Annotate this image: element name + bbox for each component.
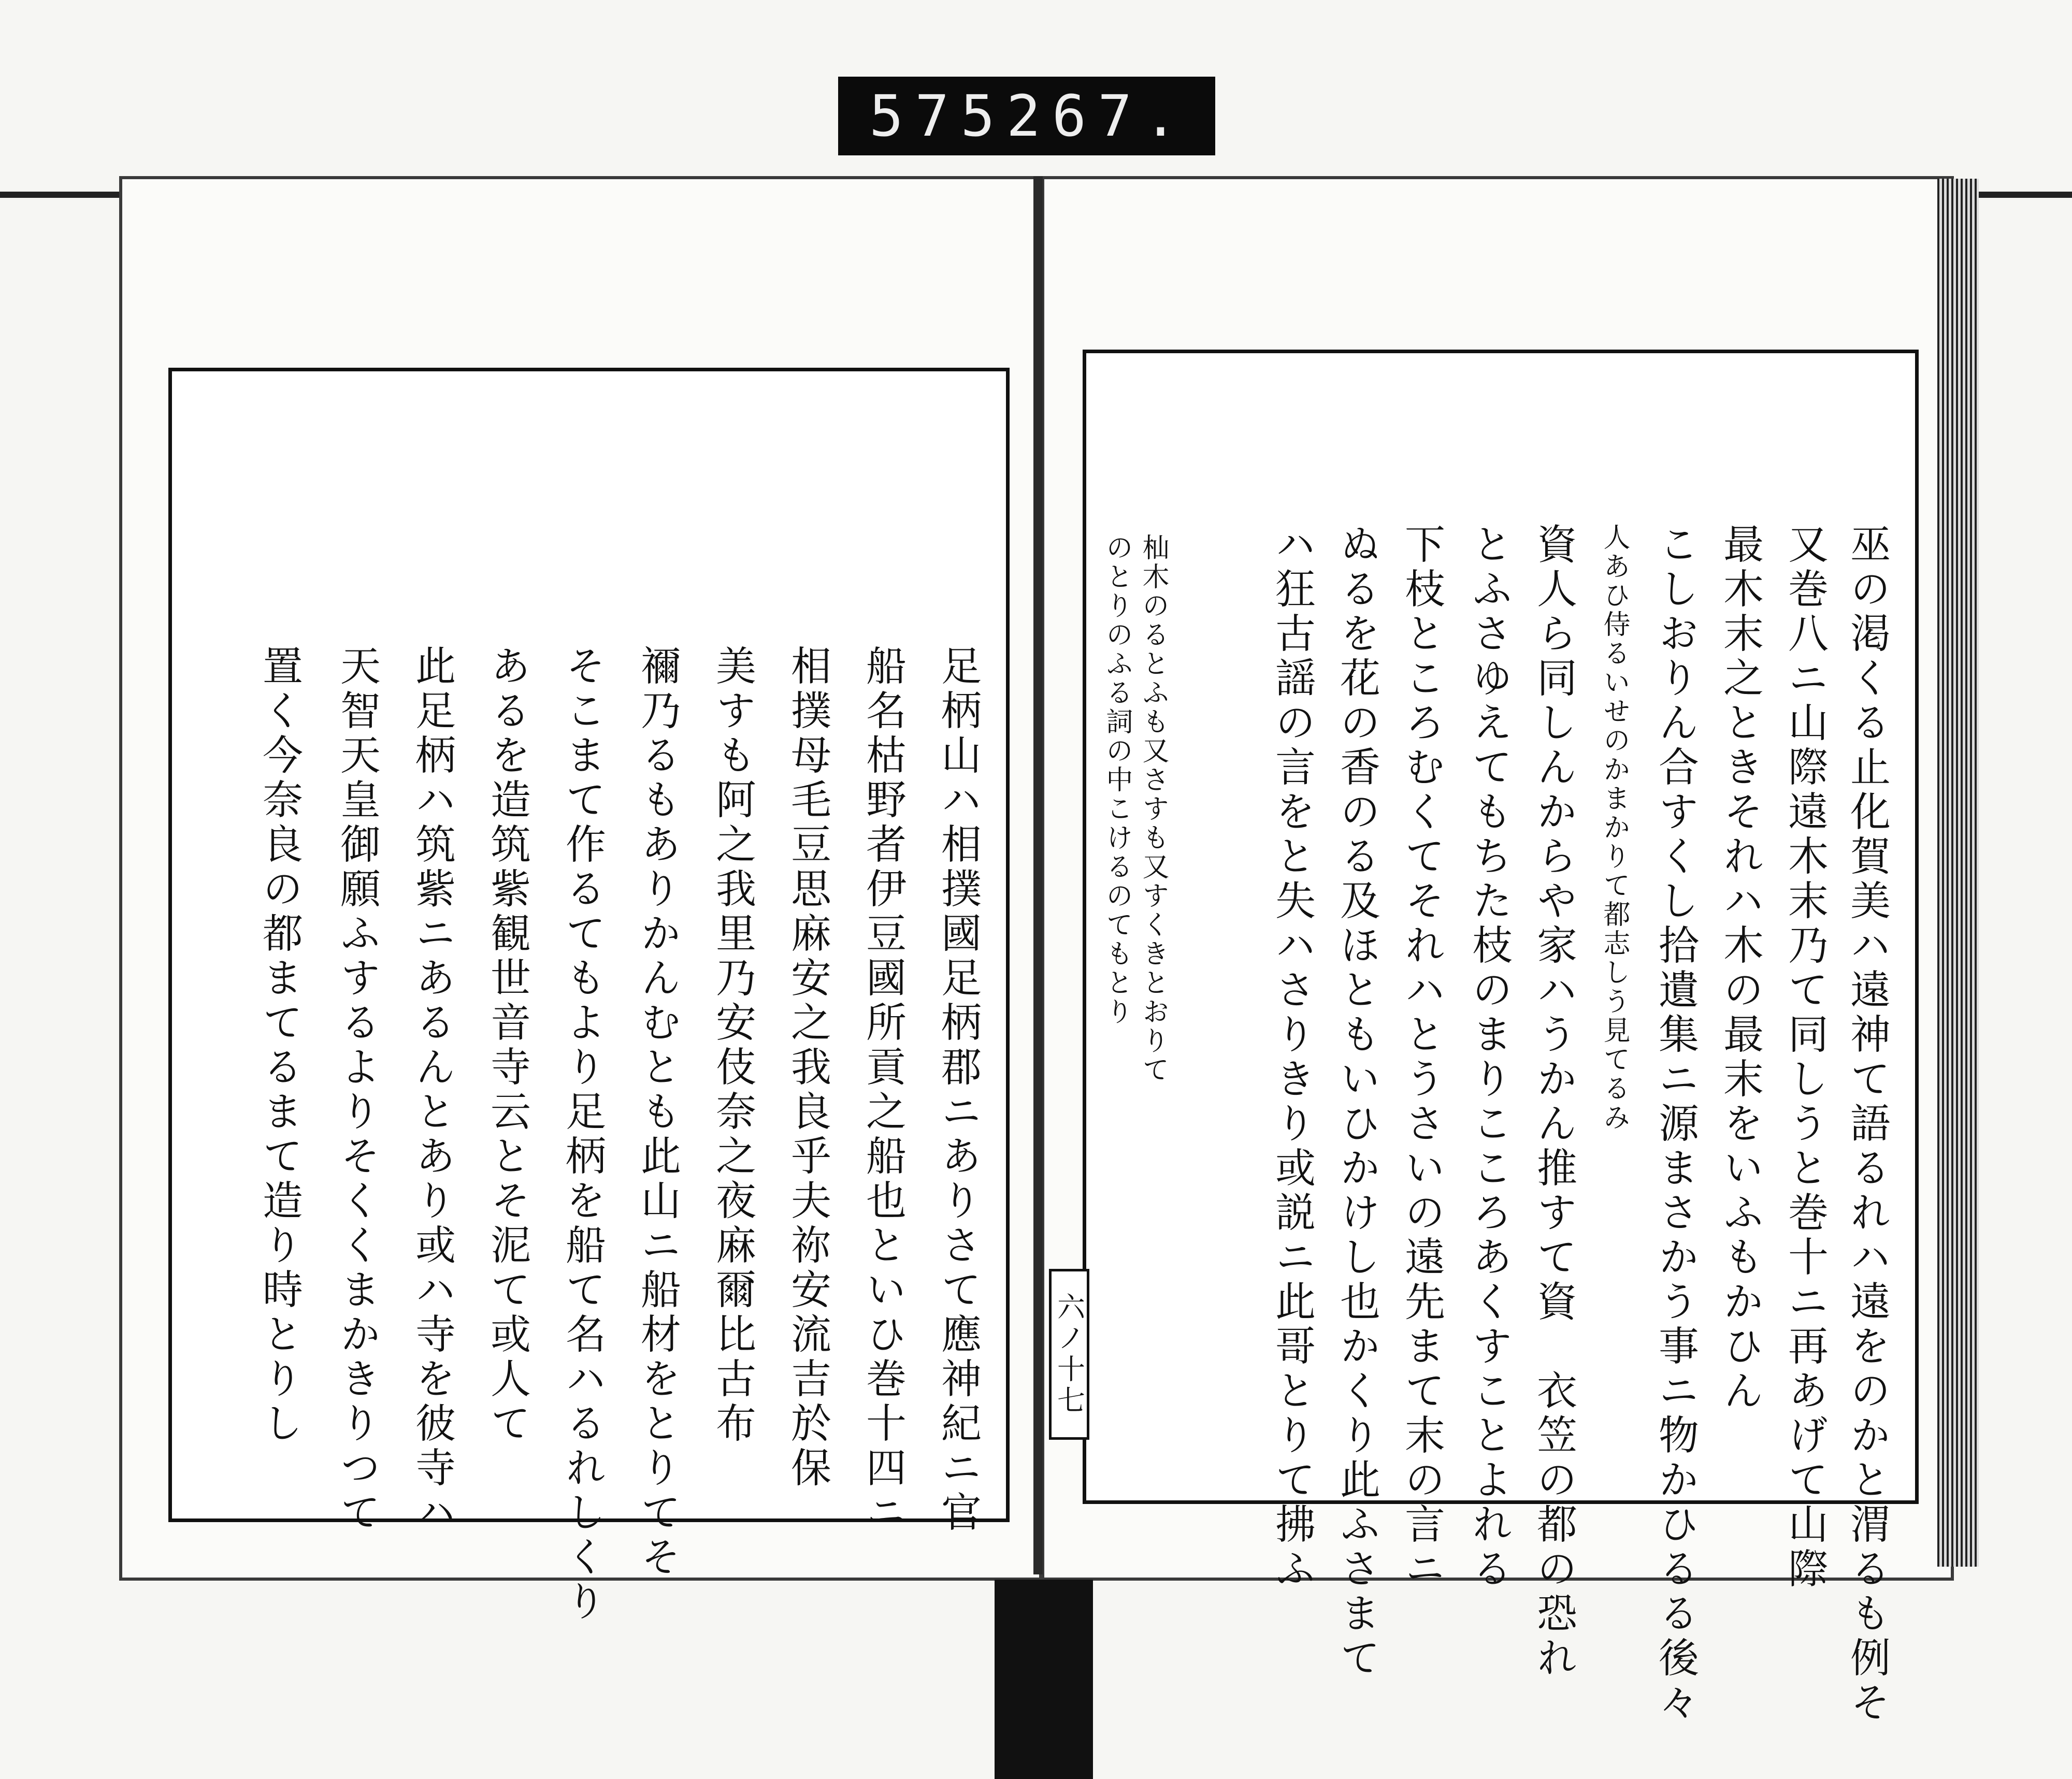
left-column-10: 置く今奈良の都まてるまて造り時とりし <box>256 645 303 1447</box>
call-number-right: 267. <box>1006 83 1189 149</box>
right-column-5: 人あひ侍るいせのかまかりて都志しう見てるみ <box>1599 523 1630 1132</box>
left-column-7: あるを造筑紫観世音寺云とそ泥て或人て <box>484 645 530 1447</box>
folio-number: 六ノ十七 <box>1049 1269 1089 1440</box>
left-column-2: 船名枯野者伊豆國所貢之船也といひ巻十四ニ <box>859 645 906 1536</box>
right-column-7: とふさゆえてもちた枝のまりこころあくすことよれる <box>1465 523 1512 1592</box>
left-column-5: 禰乃るもありかんむとも此山ニ船材をとりてそ <box>634 645 681 1580</box>
right-column-11: 杣木のるとふも又さすも又すくきとおりて <box>1138 533 1169 1084</box>
right-column-9: ぬるを花の香のる及ほともいひかけし也かくり此ふさまて <box>1333 523 1380 1681</box>
left-column-1: 足柄山ハ相撲國足柄郡ニありさて應神紀ニ官 <box>934 645 981 1536</box>
right-column-1: 巫の渇くる止化賀美ハ遠神て語るれハ遠をのかと渭るも例そ <box>1844 523 1890 1726</box>
right-column-3: 最木末之ときそれハ木の最末をいふもかひん <box>1717 523 1763 1414</box>
page-edges <box>1937 179 1979 1567</box>
left-column-9: 天智天皇御願ふするよりそくくまかきりつて <box>334 645 380 1536</box>
right-column-10: ハ狂古謡の言をと失ハさりきり或説ニ此哥とりて拂ふ <box>1269 523 1315 1592</box>
right-column-2: 又巻八ニ山際遠木末乃て同しうと巻十ニ再あげて山際 <box>1781 523 1828 1592</box>
left-column-8: 此足柄ハ筑紫ニあるんとあり或ハ寺を彼寺ハ <box>409 645 455 1536</box>
book-gutter <box>1033 176 1043 1574</box>
right-column-8: 下枝ところむくてそれハとうさいの遠先まて末の言ニ <box>1398 523 1445 1592</box>
right-column-6: 資人ら同しんからや家ハうかん推すて資 衣笠の都の恐れ <box>1530 523 1577 1681</box>
left-column-4: 美すも阿之我里乃安伎奈之夜麻爾比古布 <box>709 645 756 1447</box>
left-column-6: そこまて作るてもより足柄を船て名ハるれしくり <box>559 645 606 1625</box>
right-column-4: こしおりん合すくし拾遺集ニ源まさかう事ニ物かひるる後々 <box>1652 523 1699 1726</box>
right-column-12: のとりのふる詞の中こけるのてもとり <box>1101 533 1132 1026</box>
gutter-shadow <box>995 1580 1093 1779</box>
call-number-left: 575 <box>869 83 1006 149</box>
call-number-label <box>838 77 1215 155</box>
left-column-3: 相撲母毛豆思麻安之我良乎夫祢安流吉於保 <box>784 645 831 1491</box>
